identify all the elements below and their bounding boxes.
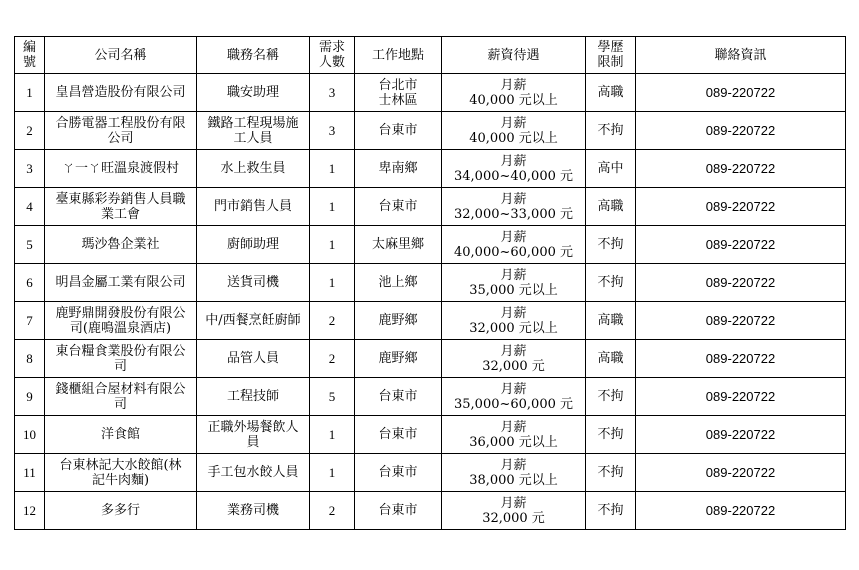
cell-company: 皇昌營造股份有限公司 — [45, 74, 197, 112]
salary-label: 月薪 — [500, 77, 527, 93]
salary-amount: 38,000 元以上 — [469, 472, 558, 488]
table-row — [15, 340, 846, 378]
salary-amount: 36,000 元以上 — [469, 434, 558, 450]
cell-no: 1 — [15, 74, 45, 112]
cell-no: 8 — [15, 340, 45, 378]
cell-headcount: 1 — [310, 150, 355, 188]
cell-location: 池上鄉 — [355, 264, 442, 302]
cell-salary — [442, 150, 586, 188]
cell-location: 台東市 — [355, 378, 442, 416]
header-salary: 薪資待遇 — [442, 37, 586, 74]
salary-amount: 32,000 元 — [482, 358, 545, 374]
header-headcount-line2: 人數 — [318, 55, 345, 70]
cell-no: 7 — [15, 302, 45, 340]
cell-company: 錢櫃組合屋材料有限公 司 — [45, 378, 197, 416]
table-header-row — [15, 37, 846, 74]
table-row — [15, 378, 846, 416]
salary-amount: 40,000 元以上 — [469, 130, 558, 146]
cell-headcount: 1 — [310, 416, 355, 454]
cell-location: 台北市 士林區 — [355, 74, 442, 112]
cell-position: 廚師助理 — [197, 226, 310, 264]
salary-amount: 40,000~60,000 元 — [454, 244, 573, 260]
header-no: 編號 — [15, 37, 45, 74]
cell-contact: 089-220722 — [636, 492, 846, 530]
table-row — [15, 74, 846, 112]
cell-position: 正職外場餐飲人 員 — [197, 416, 310, 454]
cell-contact: 089-220722 — [636, 188, 846, 226]
cell-education: 不拘 — [586, 378, 636, 416]
salary-amount: 34,000~40,000 元 — [454, 168, 573, 184]
cell-company: ㄚ一ㄚ旺溫泉渡假村 — [45, 150, 197, 188]
job-listing-table — [14, 36, 846, 530]
table-row — [15, 150, 846, 188]
cell-company: 明昌金屬工業有限公司 — [45, 264, 197, 302]
cell-contact: 089-220722 — [636, 112, 846, 150]
cell-contact: 089-220722 — [636, 74, 846, 112]
table-body — [15, 74, 846, 530]
cell-headcount: 2 — [310, 340, 355, 378]
cell-location: 台東市 — [355, 112, 442, 150]
cell-salary — [442, 226, 586, 264]
cell-position: 業務司機 — [197, 492, 310, 530]
cell-education: 高中 — [586, 150, 636, 188]
cell-company: 臺東縣彩券銷售人員職 業工會 — [45, 188, 197, 226]
header-headcount-line1: 需求 — [318, 40, 345, 55]
cell-no: 4 — [15, 188, 45, 226]
cell-company: 合勝電器工程股份有限 公司 — [45, 112, 197, 150]
header-education-line2: 限制 — [597, 55, 624, 70]
header-education-line1: 學歷 — [597, 40, 624, 55]
cell-education: 高職 — [586, 188, 636, 226]
cell-no: 10 — [15, 416, 45, 454]
salary-label: 月薪 — [500, 343, 527, 359]
cell-position: 職安助理 — [197, 74, 310, 112]
cell-contact: 089-220722 — [636, 150, 846, 188]
cell-company: 洋食館 — [45, 416, 197, 454]
header-company: 公司名稱 — [45, 37, 197, 74]
salary-amount: 35,000~60,000 元 — [454, 396, 573, 412]
header-headcount — [310, 37, 355, 74]
header-location: 工作地點 — [355, 37, 442, 74]
cell-headcount: 3 — [310, 112, 355, 150]
cell-position: 鐵路工程現場施 工人員 — [197, 112, 310, 150]
cell-location: 台東市 — [355, 188, 442, 226]
cell-headcount: 2 — [310, 302, 355, 340]
table-row — [15, 226, 846, 264]
cell-headcount: 5 — [310, 378, 355, 416]
cell-contact: 089-220722 — [636, 302, 846, 340]
cell-salary — [442, 492, 586, 530]
cell-no: 9 — [15, 378, 45, 416]
cell-salary — [442, 74, 586, 112]
cell-position: 中/西餐烹飪廚師 — [197, 302, 310, 340]
table-row — [15, 188, 846, 226]
salary-amount: 32,000~33,000 元 — [454, 206, 573, 222]
cell-no: 3 — [15, 150, 45, 188]
cell-contact: 089-220722 — [636, 454, 846, 492]
header-position: 職務名稱 — [197, 37, 310, 74]
cell-headcount: 1 — [310, 188, 355, 226]
cell-salary — [442, 188, 586, 226]
cell-education: 不拘 — [586, 454, 636, 492]
cell-location: 台東市 — [355, 492, 442, 530]
cell-no: 12 — [15, 492, 45, 530]
cell-no: 2 — [15, 112, 45, 150]
cell-contact: 089-220722 — [636, 416, 846, 454]
cell-salary — [442, 340, 586, 378]
cell-headcount: 3 — [310, 74, 355, 112]
cell-position: 送貨司機 — [197, 264, 310, 302]
cell-education: 不拘 — [586, 492, 636, 530]
cell-position: 水上救生員 — [197, 150, 310, 188]
cell-salary — [442, 112, 586, 150]
cell-education: 高職 — [586, 340, 636, 378]
cell-location: 鹿野鄉 — [355, 340, 442, 378]
cell-position: 手工包水餃人員 — [197, 454, 310, 492]
cell-no: 5 — [15, 226, 45, 264]
salary-label: 月薪 — [500, 153, 527, 169]
cell-company: 東台糧食業股份有限公 司 — [45, 340, 197, 378]
salary-amount: 32,000 元以上 — [469, 320, 558, 336]
cell-location: 台東市 — [355, 454, 442, 492]
table-row — [15, 302, 846, 340]
salary-label: 月薪 — [500, 229, 527, 245]
cell-salary — [442, 378, 586, 416]
cell-contact: 089-220722 — [636, 378, 846, 416]
salary-label: 月薪 — [500, 305, 527, 321]
salary-label: 月薪 — [500, 381, 527, 397]
cell-education: 不拘 — [586, 264, 636, 302]
cell-headcount: 1 — [310, 264, 355, 302]
salary-amount: 35,000 元以上 — [469, 282, 558, 298]
cell-position: 工程技師 — [197, 378, 310, 416]
cell-education: 不拘 — [586, 226, 636, 264]
cell-company: 瑪沙魯企業社 — [45, 226, 197, 264]
cell-company: 多多行 — [45, 492, 197, 530]
cell-location: 太麻里鄉 — [355, 226, 442, 264]
salary-amount: 40,000 元以上 — [469, 92, 558, 108]
cell-education: 高職 — [586, 302, 636, 340]
header-contact: 聯絡資訊 — [636, 37, 846, 74]
table-row — [15, 416, 846, 454]
cell-location: 鹿野鄉 — [355, 302, 442, 340]
cell-headcount: 2 — [310, 492, 355, 530]
cell-contact: 089-220722 — [636, 340, 846, 378]
cell-contact: 089-220722 — [636, 226, 846, 264]
table-row — [15, 454, 846, 492]
table-row — [15, 492, 846, 530]
cell-education: 高職 — [586, 74, 636, 112]
cell-salary — [442, 264, 586, 302]
cell-location: 台東市 — [355, 416, 442, 454]
cell-position: 品管人員 — [197, 340, 310, 378]
salary-label: 月薪 — [500, 267, 527, 283]
cell-contact: 089-220722 — [636, 264, 846, 302]
salary-label: 月薪 — [500, 419, 527, 435]
cell-headcount: 1 — [310, 454, 355, 492]
cell-no: 6 — [15, 264, 45, 302]
cell-salary — [442, 454, 586, 492]
salary-amount: 32,000 元 — [482, 510, 545, 526]
salary-label: 月薪 — [500, 115, 527, 131]
cell-salary — [442, 416, 586, 454]
cell-education: 不拘 — [586, 416, 636, 454]
salary-label: 月薪 — [500, 495, 527, 511]
header-education — [586, 37, 636, 74]
cell-position: 門市銷售人員 — [197, 188, 310, 226]
cell-company: 鹿野鼎開發股份有限公 司(鹿鳴溫泉酒店) — [45, 302, 197, 340]
salary-label: 月薪 — [500, 191, 527, 207]
cell-company: 台東林記大水餃館(林 記牛肉麵) — [45, 454, 197, 492]
table-row — [15, 264, 846, 302]
salary-label: 月薪 — [500, 457, 527, 473]
table-row — [15, 112, 846, 150]
cell-salary — [442, 302, 586, 340]
cell-location: 卑南鄉 — [355, 150, 442, 188]
cell-no: 11 — [15, 454, 45, 492]
cell-education: 不拘 — [586, 112, 636, 150]
cell-headcount: 1 — [310, 226, 355, 264]
